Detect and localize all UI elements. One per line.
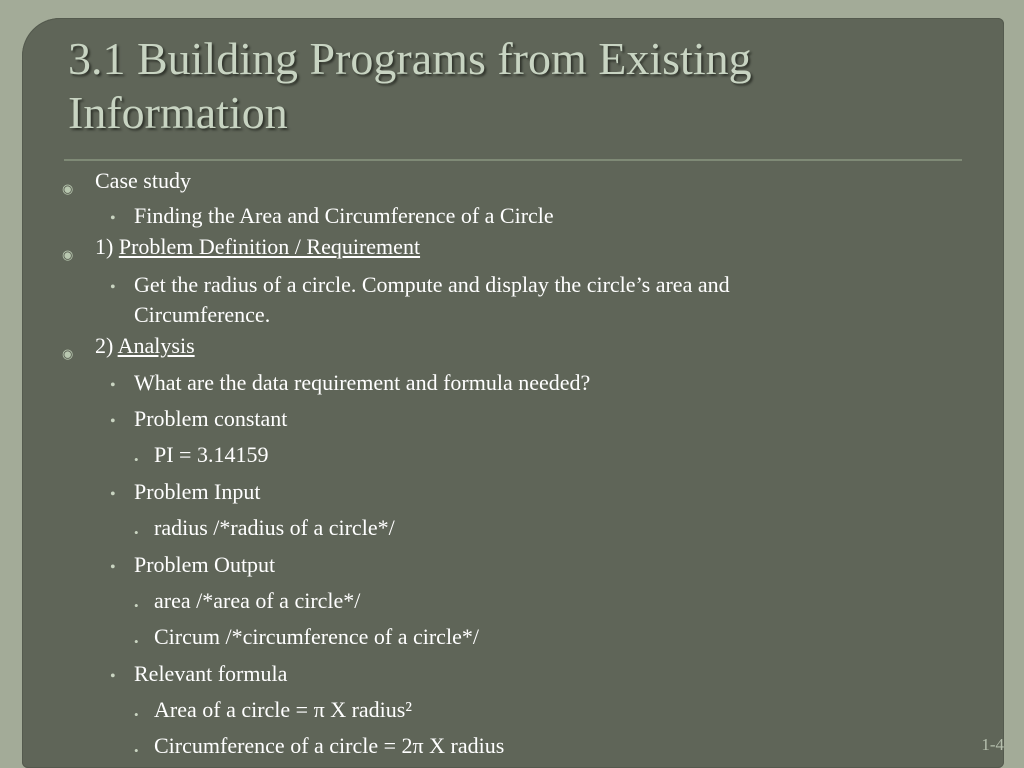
bullet-case-study: Case study — [95, 168, 191, 193]
slide-title: 3.1 Building Programs from Existing Information — [68, 33, 752, 138]
level3-bullet-icon: • — [134, 634, 139, 649]
bullet-problem-constant: Problem constant — [134, 406, 288, 431]
analysis-heading: Analysis — [117, 333, 195, 358]
step-number: 1) — [95, 234, 119, 259]
level2-bullet-icon: • — [110, 279, 116, 296]
bullet-problem-output: Problem Output — [134, 552, 276, 577]
level3-bullet-icon: • — [134, 743, 139, 758]
level2-bullet-icon: • — [110, 559, 116, 576]
bullet-requirement-line2: Circumference. — [134, 302, 271, 327]
level3-bullet-icon: • — [134, 707, 139, 722]
level2-bullet-icon: • — [110, 210, 116, 227]
level2-bullet-icon: • — [110, 486, 116, 503]
problem-definition-heading: Problem Definition / Requirement — [118, 234, 421, 259]
bullet-area: area /*area of a circle*/ — [154, 588, 361, 613]
bullet-relevant-formula: Relevant formula — [134, 661, 288, 686]
bullet-circumference-formula: Circumference of a circle = 2π X radius — [154, 733, 505, 758]
bullet-requirement-line1: Get the radius of a circle. Compute and display the circle’s area and — [134, 272, 730, 297]
bullet-problem-input: Problem Input — [134, 479, 261, 504]
bullet-radius: radius /*radius of a circle*/ — [154, 515, 395, 540]
page-number: 1-4 — [981, 735, 1004, 754]
bullet-finding: Finding the Area and Circumference of a Circle — [134, 203, 554, 228]
bullet-analysis — [95, 333, 195, 359]
level2-bullet-icon: • — [110, 377, 116, 394]
level1-bullet-icon: ◉ — [62, 346, 74, 361]
level3-bullet-icon: • — [134, 452, 139, 467]
bullet-circum: Circum /*circumference of a circle*/ — [154, 624, 479, 649]
bullet-problem-definition — [95, 234, 420, 260]
level3-bullet-icon: • — [134, 525, 139, 540]
level3-bullet-icon: • — [134, 598, 139, 613]
level2-bullet-icon: • — [110, 668, 116, 685]
bullet-area-formula: Area of a circle = π X radius² — [154, 697, 412, 722]
level1-bullet-icon: ◉ — [62, 247, 74, 262]
bullet-data-question: What are the data requirement and formula needed? — [134, 370, 591, 395]
level1-bullet-icon: ◉ — [62, 181, 74, 196]
step-number: 2) — [95, 333, 118, 358]
bullet-pi: PI = 3.14159 — [154, 442, 269, 467]
level2-bullet-icon: • — [110, 413, 116, 430]
